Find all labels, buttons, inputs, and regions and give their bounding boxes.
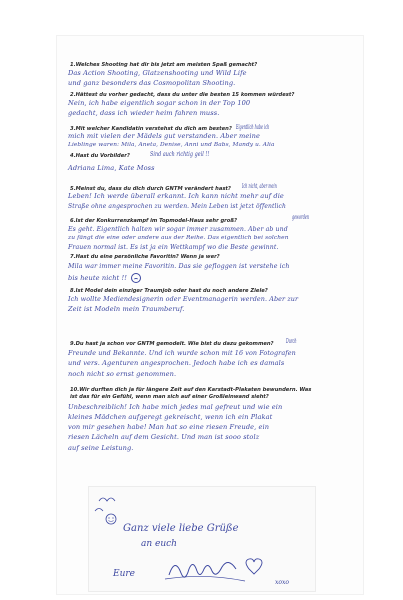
smiley-icon [106, 514, 116, 524]
question-5: 5.Meinst du, dass du dich durch GNTM verändert hast? [70, 186, 231, 192]
doodle-icon [95, 509, 103, 512]
answer-8-line-2: Zeit ist Modeln mein Traumberuf. [68, 305, 185, 313]
answer-3-line-1: mich mit vielen der Mädels gut verstanden. Aber meine [68, 132, 260, 140]
answer-5-tail: geworden [292, 213, 310, 221]
answer-10-line-5: auf seine Leistung. [68, 444, 134, 452]
question-10-line-1: 10.Wir durften dich ja für längere Zeit auf den Karstadt-Plakaten bewundern. Was [70, 387, 312, 393]
answer-5-line-1: Leben! Ich werde überall erkannt. Ich kann nicht mehr auf die [68, 192, 284, 200]
answer-10-line-3: von mir gesehen habe! Man hat so eine riesen Freude, ein [68, 423, 270, 431]
question-9: 9.Du hast ja schon vor GNTM gemodelt. Wie bist du dazu gekommen? [70, 341, 274, 347]
question-2: 2.Hättest du vorher gedacht, dass du unter die besten 15 kommen würdest? [70, 92, 295, 98]
answer-7-line-2 [68, 273, 360, 284]
answer-9-line-3: noch nicht so ernst genommen. [68, 370, 177, 378]
answer-6-line-3: Frauen normal ist. Es ist ja ein Wettkampf wo die Beste gewinnt. [68, 244, 279, 251]
answer-6-line-2: zu fängt die eine oder andere aus der Reihe. Das eigentlich bei solchen [68, 235, 289, 241]
question-7: 7.Hast du eine persönliche Favoritin? Wenn ja wer? [70, 254, 220, 260]
answer-7-line-1: Mila war immer meine Favoritin. Das sie gefloggen ist verstehe ich [68, 263, 290, 270]
question-8: 8.Ist Model dein einziger Traumjob oder hast du noch andere Ziele? [70, 288, 268, 294]
greeting-line-1: Ganz viele liebe Grüße [123, 523, 239, 534]
answer-2-line-1: Nein, ich habe eigentlich sogar schon in der Top 100 [68, 99, 251, 107]
answer-5-inline: Ich nicht, aber mein [242, 182, 277, 190]
signoff-text: Eure [113, 569, 135, 579]
answer-10-line-4: riesen Lächeln auf dem Gesicht. Und man ist sooo stolz [68, 433, 260, 441]
greeting-line-2: an euch [141, 539, 177, 549]
answer-9-line-2: und vers. Agenturen angesprochen. Jedoch habe ich es damals [68, 359, 285, 367]
question-10-line-2: ist das für ein Gefühl, wenn man sich auf einer Großleinwand sieht? [70, 394, 269, 400]
answer-7-line-2-text: bis heute nicht !! [68, 274, 127, 282]
answer-10-line-2: kleines Mädchen aufgeregt gekreischt, wenn ich ein Plakat [68, 413, 273, 421]
question-3: 3.Mit welcher Kandidatin verstehst du dich am besten? [70, 126, 232, 132]
answer-3-inline: Eigentlich habe ich [236, 123, 270, 131]
answer-4-line-1: Adriana Lima, Kate Moss [68, 164, 155, 172]
doodle-icon [99, 498, 115, 501]
answer-5-line-2: Straße ohne angesprochen zu werden. Mein Leben ist jetzt öffentlich [68, 203, 286, 210]
answer-9-inline: Durch [286, 337, 297, 345]
answer-8-line-1: Ich wollte Mediendesignerin oder Eventmanagerin werden. Aber zur [68, 295, 299, 303]
xoxo-text: xoxo [275, 579, 289, 586]
answer-4-inline: Sind auch richtig geil !! [150, 150, 210, 158]
answer-6-line-1: Es geht. Eigentlich halten wir sogar immer zusammen. Aber ab und [68, 226, 288, 233]
answer-3-line-2: Lieblinge waren: Mila, Aneta, Denise, Anni und Babs, Mandy u. Alia [68, 142, 275, 148]
answer-10-line-1: Unbeschreiblich! Ich habe mich jedes mal gefreut und wie ein [68, 403, 283, 411]
answer-9-line-1: Freunde und Bekannte. Und ich wurde schon mit 16 von Fotografen [68, 349, 296, 357]
question-1: 1.Welches Shooting hat dir bis jetzt am meisten Spaß gemacht? [70, 62, 258, 68]
question-6: 6.Ist der Konkurrenzkampf im Topmodel-Haus sehr groß? [70, 218, 238, 224]
answer-1-line-1: Das Action Shooting, Glatzenshooting und Wild Life [68, 69, 247, 77]
question-4: 4.Hast du Vorbilder? [70, 153, 130, 159]
answer-1-line-2: und ganz besonders das Cosmopolitan Shooting. [68, 79, 236, 87]
signature-scribble [169, 562, 236, 577]
answer-2-line-2: gedacht, dass ich wieder heim fahren muss. [68, 109, 220, 117]
autograph-card [88, 486, 316, 592]
sad-face-icon [131, 273, 141, 283]
heart-icon [246, 559, 262, 574]
